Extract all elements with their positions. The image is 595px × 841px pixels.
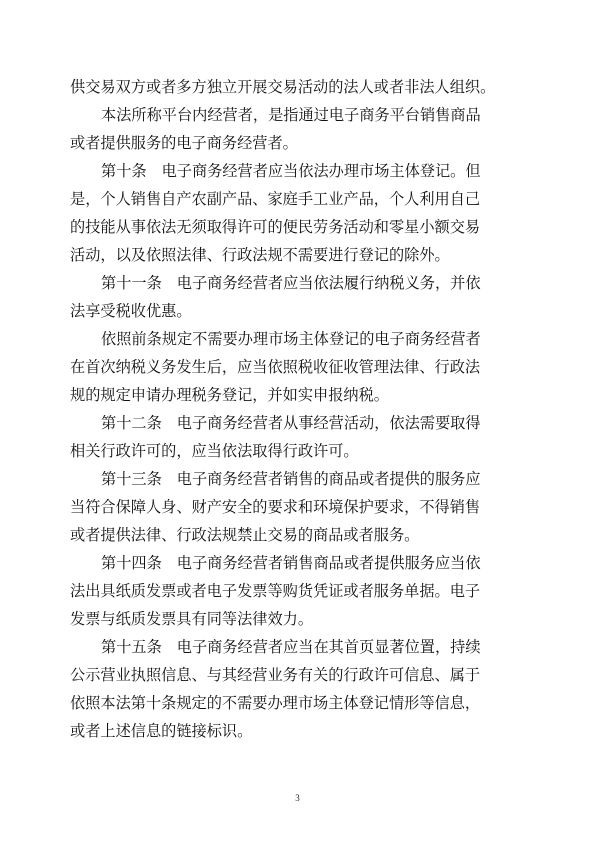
- text-line: [70, 521, 526, 549]
- line-text: 电子商务经营者应当在其首页显著位置，持续: [176, 638, 481, 656]
- line-text: 或者提供法律、行政法规禁止交易的商品或者服务。: [70, 526, 420, 544]
- text-line: [70, 437, 526, 465]
- text-line: [70, 605, 526, 633]
- line-text: 电子商务经营者销售的商品或者提供的服务应: [176, 470, 481, 488]
- article-number: 第十四条: [101, 554, 162, 572]
- text-line: [70, 661, 526, 689]
- document-body: [70, 73, 526, 745]
- article-15-heading-line: [70, 633, 526, 661]
- article-number: 第十三条: [101, 470, 162, 488]
- text-line: [70, 129, 526, 157]
- line-text: 相关行政许可的，应当依法取得行政许可。: [70, 442, 359, 460]
- article-number: 第十一条: [101, 274, 162, 292]
- article-number: 第十条: [101, 162, 147, 180]
- text-line: [70, 297, 526, 325]
- text-line: [70, 241, 526, 269]
- text-line: [70, 325, 526, 353]
- text-line: [70, 717, 526, 745]
- line-text: 法享受税收优惠。: [70, 302, 192, 320]
- text-line: [70, 213, 526, 241]
- page-number: 3: [295, 793, 300, 803]
- text-line: [70, 577, 526, 605]
- line-text: 公示营业执照信息、与其经营业务有关的行政许可信息、属于: [70, 666, 481, 684]
- article-number: 第十五条: [101, 638, 162, 656]
- line-text: 在首次纳税义务发生后，应当依照税收征收管理法律、行政法: [70, 358, 481, 376]
- line-text: 发票与纸质发票具有同等法律效力。: [70, 610, 313, 628]
- line-text: 是，个人销售自产农副产品、家庭手工业产品，个人利用自己: [70, 190, 481, 208]
- article-13-heading-line: [70, 465, 526, 493]
- line-text: 的技能从事依法无须取得许可的便民劳务活动和零星小额交易: [70, 218, 481, 236]
- text-line: [70, 381, 526, 409]
- line-text: 或者上述信息的链接标识。: [70, 722, 253, 740]
- article-10-heading-line: [70, 157, 526, 185]
- line-text: 供交易双方或者多方独立开展交易活动的法人或者非法人组织。: [70, 78, 496, 96]
- line-text: 活动，以及依照法律、行政法规不需要进行登记的除外。: [70, 246, 450, 264]
- line-text: 规的规定申请办理税务登记，并如实申报纳税。: [70, 386, 389, 404]
- line-text: 电子商务经营者销售商品或者提供服务应当依: [176, 554, 481, 572]
- text-line: [70, 689, 526, 717]
- text-line: [70, 493, 526, 521]
- text-line: [70, 73, 526, 101]
- line-text: 法出具纸质发票或者电子发票等购货凭证或者服务单据。电子: [70, 582, 481, 600]
- text-line: [70, 185, 526, 213]
- line-text: 电子商务经营者从事经营活动，依法需要取得: [176, 414, 481, 432]
- text-line: [70, 101, 526, 129]
- line-text: 依照前条规定不需要办理市场主体登记的电子商务经营者: [101, 330, 481, 348]
- article-11-heading-line: [70, 269, 526, 297]
- line-text: 依照本法第十条规定的不需要办理市场主体登记情形等信息，: [70, 694, 481, 712]
- article-number: 第十二条: [101, 414, 162, 432]
- line-text: 本法所称平台内经营者，是指通过电子商务平台销售商品: [101, 106, 481, 124]
- line-text: 当符合保障人身、财产安全的要求和环境保护要求，不得销售: [70, 498, 481, 516]
- line-text: 或者提供服务的电子商务经营者。: [70, 134, 298, 152]
- line-text: 电子商务经营者应当依法履行纳税义务，并依: [176, 274, 481, 292]
- article-12-heading-line: [70, 409, 526, 437]
- line-text: 电子商务经营者应当依法办理市场主体登记。但: [161, 162, 481, 180]
- article-14-heading-line: [70, 549, 526, 577]
- text-line: [70, 353, 526, 381]
